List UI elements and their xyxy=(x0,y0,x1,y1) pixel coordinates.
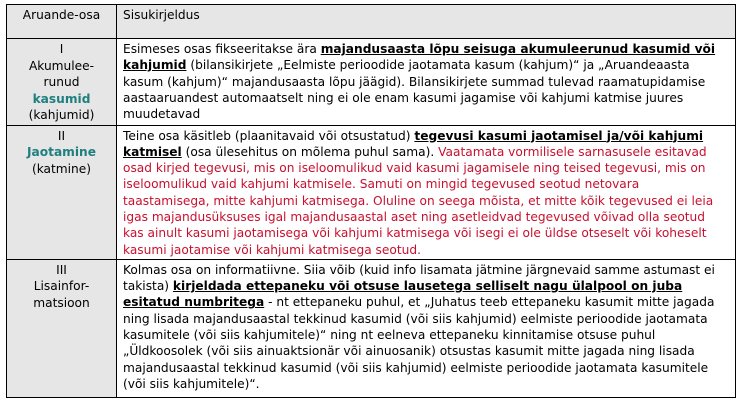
section-cell xyxy=(7,125,117,259)
section-name: Akumulee-runud xyxy=(28,58,95,89)
table-row xyxy=(7,125,736,259)
header-row xyxy=(7,5,736,39)
section-number: III xyxy=(56,262,67,277)
section-cell xyxy=(7,39,117,126)
text-plain: - nt ettepaneku puhul, et „Juhatus teeb ettepaneku kasumit mitte jagada ning lisada majandusaastal tekkinud kasumid (või siis kahjumid) eelmiste perioodide jaotamata kasumitele (või siis kahjumitele)“ ning nt eelneva ettepaneku kinnitamise otsuse puhul „Üldkoosolek (või siis ainuaktsionär või ainuosanik) otsustas kasumit mitte jagada ning lisada majandusaastal tekkinud kasumid (või siis kahjumid) eelmiste perioodide jaotamata kasumitele (või siis kahjumitele)“. xyxy=(123,295,715,391)
text-highlight-red: Vaatamata vormilisele sarnasusele esitavad osad kirjed tegevusi, mis on iseloomulikud vaid kasumi jagamisele ning teised tegevusi, mis on iseloomulikud vaid kahjumi katmisele. Samuti on mingid tegevused seotud netovara taastamisega, mitte kahjumi katmisega. Oluline on seega mõista, et mitte kõik tegevused ei leia igas majandusüksuses igal majandusaastal aset ning asetleidvad tegevused võivad olla seotud kas ainult kasumi jaotamisega või kahjumi katmisega või isegi ei ole üldse otseselt või koheselt kasumi jaotamise või kahjumi katmisega seotud. xyxy=(123,144,714,257)
text-plain: (osa ülesehitus on mõlema puhul sama). xyxy=(181,144,439,159)
text-plain: Esimeses osas fikseeritakse ära xyxy=(123,42,321,56)
section-name-suffix: (katmine) xyxy=(31,161,92,176)
text-emphasis: kirjeldada ettepaneku või otsuse lausetega selliselt nagu ülalpool on juba esitatud numbritega xyxy=(123,279,683,310)
text-plain: (bilansikirjete „Eelmiste perioodide jaotamata kasum (kahjum)“ ja „Aruandeaasta kasum (kahjum)“ majandusaasta lõpu jäägid). Bilansikirjete summad tulevad raamatupidamise aastaaruandest automaatselt ning ei ole enam kasumi jagamise või kahjumi katmise juures muudetavad xyxy=(123,58,706,122)
section-keyword: kasumid xyxy=(32,91,91,106)
section-number: I xyxy=(59,42,64,56)
header-cell-description: Sisukirjeldus xyxy=(117,5,736,39)
text-emphasis: tegevusi kasumi jaotamisel ja/või kahjumi katmisel xyxy=(123,128,704,159)
text-plain: Kolmas osa on informatiivne. Siia võib (kuid info lisamata jätmine järgnevaid samme astumast ei takista) xyxy=(123,262,715,294)
section-name-suffix: (kahjumid) xyxy=(28,108,95,122)
table-row xyxy=(7,39,736,126)
text-plain: Teine osa käsitleb (plaanitavaid või otsustatud) xyxy=(123,128,415,143)
table-row xyxy=(7,259,736,397)
section-name: Lisainfor-matsioon xyxy=(33,279,90,310)
header-cell-section: Aruande-osa xyxy=(7,5,117,39)
description-cell xyxy=(117,125,736,259)
section-cell xyxy=(7,259,117,397)
section-keyword: Jaotamine xyxy=(26,145,96,159)
text-emphasis: majandusaasta lõpu seisuga akumuleerunud kasumid või kahjumid xyxy=(123,42,716,73)
description-cell xyxy=(117,39,736,126)
content-table xyxy=(6,4,736,398)
section-number: II xyxy=(57,128,66,143)
description-cell xyxy=(117,259,736,397)
